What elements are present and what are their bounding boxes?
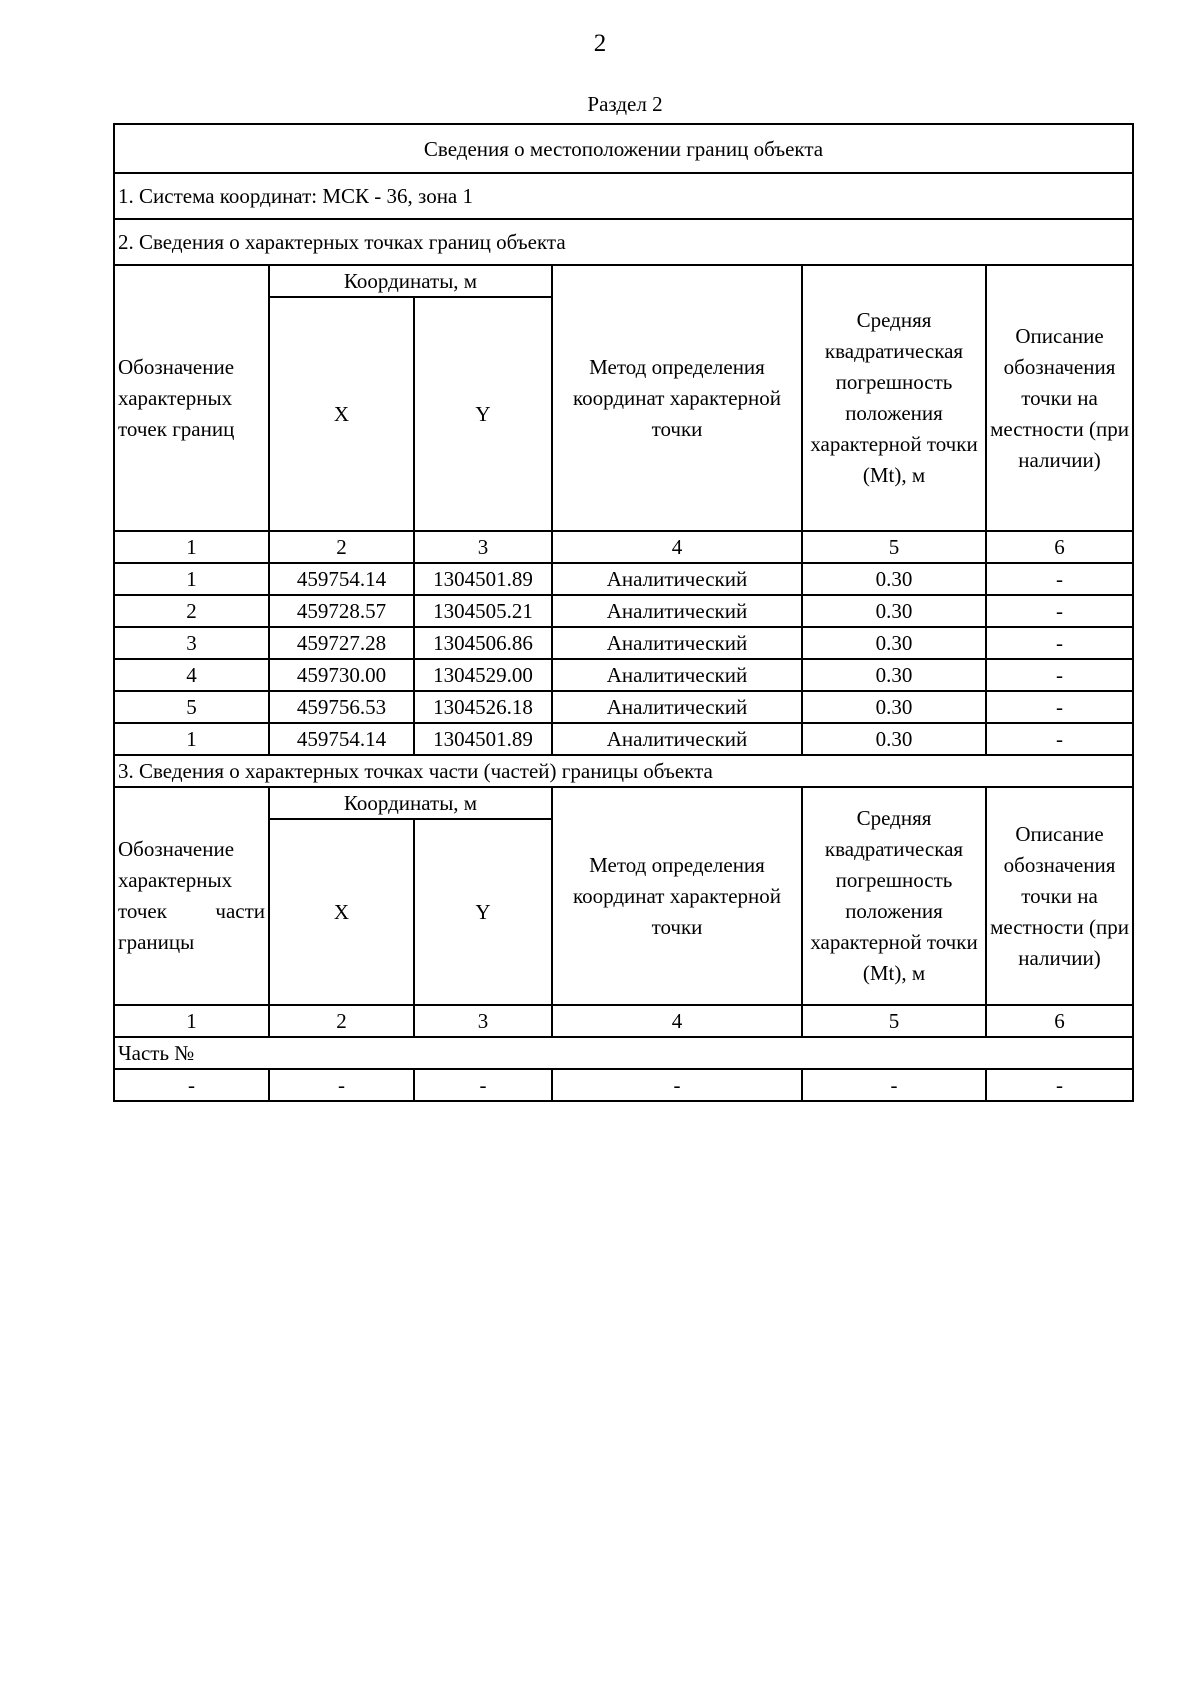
point-cell: 5 bbox=[114, 691, 269, 723]
header-method: Метод определения координат характерной точки bbox=[552, 265, 802, 531]
column-index: 3 bbox=[414, 1005, 552, 1037]
table-row bbox=[114, 659, 1133, 691]
x-cell: 459730.00 bbox=[269, 659, 414, 691]
desc-cell: - bbox=[986, 563, 1133, 595]
column-index: 1 bbox=[114, 1005, 269, 1037]
empty-cell: - bbox=[269, 1069, 414, 1101]
column-index: 4 bbox=[552, 531, 802, 563]
header-designation: Обозначение характерных точек границ bbox=[114, 265, 269, 531]
parts-header-description: Описание обозначения точки на местности (при наличии) bbox=[986, 787, 1133, 1005]
header-coords: Координаты, м bbox=[269, 265, 552, 297]
column-index: 6 bbox=[986, 1005, 1133, 1037]
column-index-row bbox=[114, 531, 1133, 563]
x-cell: 459728.57 bbox=[269, 595, 414, 627]
column-index: 3 bbox=[414, 531, 552, 563]
empty-cell: - bbox=[986, 1069, 1133, 1101]
column-index: 5 bbox=[802, 1005, 986, 1037]
desc-cell: - bbox=[986, 659, 1133, 691]
table-row bbox=[114, 595, 1133, 627]
column-index: 4 bbox=[552, 1005, 802, 1037]
point-cell: 3 bbox=[114, 627, 269, 659]
x-cell: 459754.14 bbox=[269, 723, 414, 755]
y-cell: 1304526.18 bbox=[414, 691, 552, 723]
table-row bbox=[114, 723, 1133, 755]
x-cell: 459756.53 bbox=[269, 691, 414, 723]
parts-header-x: X bbox=[269, 819, 414, 1005]
table-title: Сведения о местоположении границ объекта bbox=[114, 124, 1133, 173]
parts-header-y: Y bbox=[414, 819, 552, 1005]
desc-cell: - bbox=[986, 691, 1133, 723]
method-cell: Аналитический bbox=[552, 659, 802, 691]
point-cell: 1 bbox=[114, 723, 269, 755]
y-cell: 1304501.89 bbox=[414, 563, 552, 595]
point-cell: 4 bbox=[114, 659, 269, 691]
header-y: Y bbox=[414, 297, 552, 531]
parts-header-method: Метод определения координат характерной точки bbox=[552, 787, 802, 1005]
method-cell: Аналитический bbox=[552, 691, 802, 723]
method-cell: Аналитический bbox=[552, 563, 802, 595]
column-index: 2 bbox=[269, 1005, 414, 1037]
y-cell: 1304529.00 bbox=[414, 659, 552, 691]
header-x: X bbox=[269, 297, 414, 531]
point-cell: 2 bbox=[114, 595, 269, 627]
parts-heading: 3. Сведения о характерных точках части (частей) границы объекта bbox=[114, 755, 1133, 787]
mt-cell: 0.30 bbox=[802, 595, 986, 627]
table-row bbox=[114, 627, 1133, 659]
point-cell: 1 bbox=[114, 563, 269, 595]
y-cell: 1304505.21 bbox=[414, 595, 552, 627]
y-cell: 1304501.89 bbox=[414, 723, 552, 755]
empty-cell: - bbox=[802, 1069, 986, 1101]
table-row bbox=[114, 1069, 1133, 1101]
page-number: 2 bbox=[593, 30, 607, 57]
mt-cell: 0.30 bbox=[802, 723, 986, 755]
column-index: 2 bbox=[269, 531, 414, 563]
boundary-table bbox=[113, 123, 1134, 1102]
empty-cell: - bbox=[552, 1069, 802, 1101]
method-cell: Аналитический bbox=[552, 627, 802, 659]
y-cell: 1304506.86 bbox=[414, 627, 552, 659]
desc-cell: - bbox=[986, 595, 1133, 627]
parts-header-designation: Обозначение характерных точек части границы bbox=[114, 787, 269, 1005]
column-index: 1 bbox=[114, 531, 269, 563]
empty-cell: - bbox=[414, 1069, 552, 1101]
parts-header-coords: Координаты, м bbox=[269, 787, 552, 819]
table-row bbox=[114, 691, 1133, 723]
parts-column-index-row bbox=[114, 1005, 1133, 1037]
mt-cell: 0.30 bbox=[802, 659, 986, 691]
header-description: Описание обозначения точки на местности (при наличии) bbox=[986, 265, 1133, 531]
coord-system: 1. Система координат: МСК - 36, зона 1 bbox=[114, 173, 1133, 219]
mt-cell: 0.30 bbox=[802, 563, 986, 595]
section-title: Раздел 2 bbox=[587, 92, 663, 116]
method-cell: Аналитический bbox=[552, 723, 802, 755]
method-cell: Аналитический bbox=[552, 595, 802, 627]
x-cell: 459727.28 bbox=[269, 627, 414, 659]
header-mt: Средняя квадратическая погрешность положения характерной точки (Mt), м bbox=[802, 265, 986, 531]
desc-cell: - bbox=[986, 627, 1133, 659]
x-cell: 459754.14 bbox=[269, 563, 414, 595]
empty-cell: - bbox=[114, 1069, 269, 1101]
column-index: 5 bbox=[802, 531, 986, 563]
points-heading: 2. Сведения о характерных точках границ объекта bbox=[114, 219, 1133, 265]
column-index: 6 bbox=[986, 531, 1133, 563]
part-label: Часть № bbox=[114, 1037, 1133, 1069]
desc-cell: - bbox=[986, 723, 1133, 755]
table-row bbox=[114, 563, 1133, 595]
parts-header-mt: Средняя квадратическая погрешность положения характерной точки (Mt), м bbox=[802, 787, 986, 1005]
mt-cell: 0.30 bbox=[802, 691, 986, 723]
mt-cell: 0.30 bbox=[802, 627, 986, 659]
